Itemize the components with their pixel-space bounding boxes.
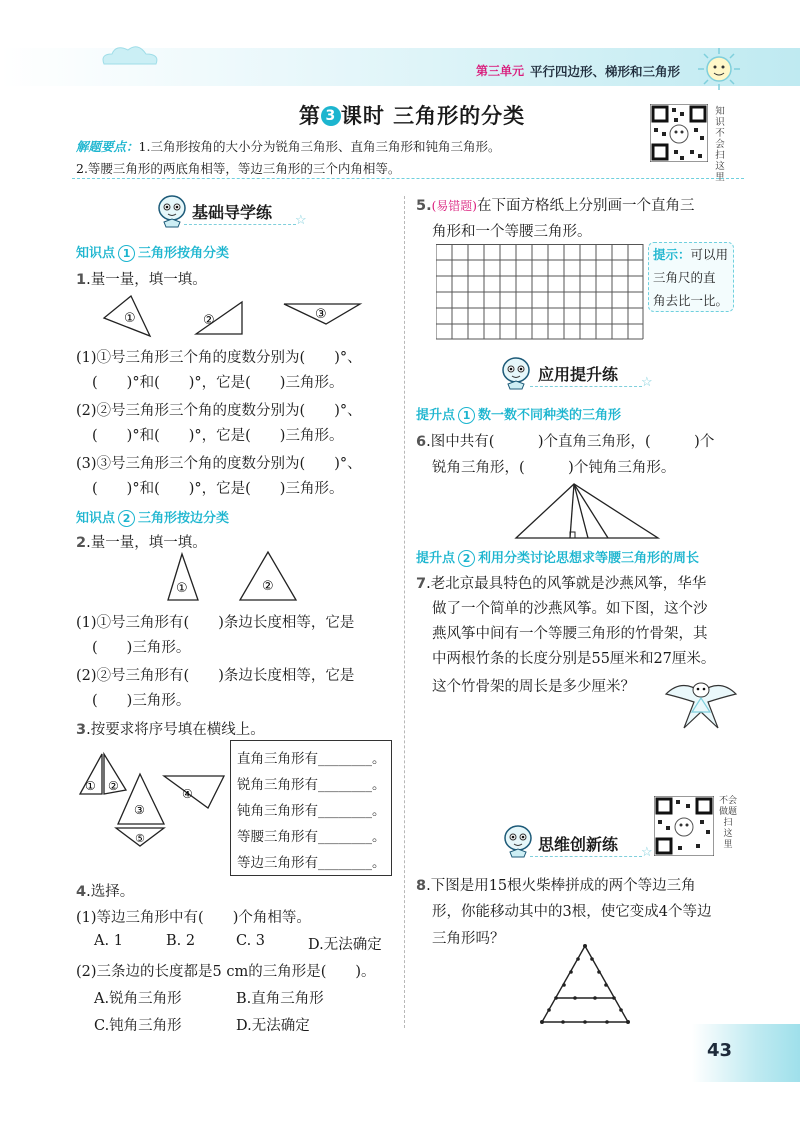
shape-label: ① bbox=[85, 779, 96, 793]
section-underline bbox=[184, 224, 296, 225]
question-text: 在下面方格纸上分别画一个直角三 bbox=[476, 198, 695, 214]
question-text: .按要求将序号填在横线上。 bbox=[86, 722, 265, 738]
qr-caption-char: 不 bbox=[715, 128, 725, 139]
kp-prefix: 知识点 bbox=[76, 246, 116, 261]
shape-label: ⑤ bbox=[135, 832, 145, 845]
q4-option[interactable]: B. 2 bbox=[166, 933, 196, 949]
q2-triangles-figure bbox=[160, 550, 310, 606]
kp-number: 2 bbox=[458, 550, 475, 567]
knowledge-point-2 bbox=[76, 507, 229, 527]
triangle-label: ① bbox=[176, 581, 188, 596]
lesson-suffix: 课时 三角形的分类 bbox=[340, 104, 526, 128]
kp-text: 利用分类讨论思想求等腰三角形的周长 bbox=[478, 551, 700, 566]
question-number: 2 bbox=[76, 535, 87, 551]
kp-number: 1 bbox=[118, 245, 135, 262]
question-number: 3 bbox=[76, 722, 87, 738]
question-3-stem bbox=[76, 718, 265, 739]
q2-line: ( )三角形。 bbox=[92, 693, 191, 709]
q1-line: ( )°和( )°，它是( )三角形。 bbox=[92, 375, 344, 391]
lesson-prefix: 第 bbox=[298, 104, 321, 128]
triangle-label: ② bbox=[262, 579, 274, 594]
section-title-application: 应用提升练 bbox=[538, 365, 619, 384]
question-4-stem bbox=[76, 880, 134, 901]
q4-option[interactable]: D.无法确定 bbox=[308, 937, 382, 953]
question-text: .图中共有( )个直角三角形，( )个 bbox=[426, 434, 715, 450]
question-number: 5 bbox=[416, 198, 427, 214]
matchstick-figure bbox=[538, 942, 632, 1028]
shape-label: ② bbox=[108, 779, 119, 793]
qr-code-icon[interactable] bbox=[650, 104, 708, 162]
triangle-label: ③ bbox=[315, 307, 327, 322]
hint-text: 可以用 bbox=[690, 247, 729, 262]
question-8-line: 形，你能移动其中的3根，使它变成4个等边 bbox=[432, 904, 712, 920]
kp-text: 数一数不同种类的三角形 bbox=[478, 408, 622, 423]
q4-option[interactable]: B.直角三角形 bbox=[236, 991, 324, 1007]
q4-option[interactable]: A.锐角三角形 bbox=[94, 991, 182, 1007]
column-divider bbox=[404, 196, 405, 1028]
qr-caption-char: 里 bbox=[715, 172, 725, 183]
kp-prefix: 提升点 bbox=[416, 408, 456, 423]
star-icon: ☆ bbox=[295, 213, 307, 228]
q1-triangles-figure bbox=[96, 294, 396, 342]
question-number: 6 bbox=[416, 434, 427, 450]
q3-answer-line[interactable]: 等腰三角形有________。 bbox=[237, 829, 386, 845]
question-5-line-2: 角形和一个等腰三角形。 bbox=[432, 224, 592, 240]
qr-caption bbox=[714, 106, 726, 183]
q1-line: (2)②号三角形三个角的度数分别为( )°、 bbox=[76, 403, 362, 419]
qr-caption-char: 里 bbox=[723, 840, 733, 850]
q2-line: ( )三角形。 bbox=[92, 640, 191, 656]
section-underline bbox=[530, 856, 642, 857]
kp-number: 1 bbox=[458, 407, 475, 424]
error-prone-tag: (易错题) bbox=[431, 199, 477, 213]
q3-answer-line[interactable]: 直角三角形有________。 bbox=[237, 751, 386, 767]
qr-caption-char: 扫 bbox=[723, 818, 733, 828]
q1-line: ( )°和( )°，它是( )三角形。 bbox=[92, 481, 344, 497]
question-text: .选择。 bbox=[86, 884, 135, 900]
sun-mascot-icon bbox=[696, 46, 742, 92]
question-text: .量一量，填一填。 bbox=[86, 272, 207, 288]
qr-caption-char: 会 bbox=[715, 139, 725, 150]
q1-line: (1)①号三角形三个角的度数分别为( )°、 bbox=[76, 350, 362, 366]
header-divider bbox=[72, 178, 744, 179]
q3-answer-line[interactable]: 等边三角形有________。 bbox=[237, 855, 386, 871]
kite-icon bbox=[662, 672, 740, 732]
q4-option[interactable]: A. 1 bbox=[94, 933, 123, 949]
improvement-point-2 bbox=[416, 547, 699, 567]
question-text: .量一量，填一填。 bbox=[86, 535, 207, 551]
qr-caption-char: 这 bbox=[715, 161, 725, 172]
section-underline bbox=[530, 386, 642, 387]
q4-option[interactable]: D.无法确定 bbox=[236, 1018, 310, 1034]
star-icon: ☆ bbox=[641, 375, 653, 390]
q6-triangle-figure bbox=[512, 480, 662, 542]
q3-answer-line[interactable]: 钝角三角形有________。 bbox=[237, 803, 386, 819]
question-number: 7 bbox=[416, 576, 427, 592]
question-text: .老北京最具特色的风筝就是沙燕风筝，华华 bbox=[426, 576, 707, 592]
qr-code-icon[interactable] bbox=[654, 796, 714, 856]
section-title-basic: 基础导学练 bbox=[192, 203, 273, 222]
question-6-line-2: 锐角三角形，( )个钝角三角形。 bbox=[432, 460, 676, 476]
mascot-icon bbox=[502, 822, 534, 858]
hint-text: 三角尺的直 bbox=[653, 270, 716, 285]
question-text: .下图是用15根火柴棒拼成的两个等边三角 bbox=[426, 878, 696, 894]
hint-box bbox=[648, 242, 734, 312]
section-title-thinking: 思维创新练 bbox=[538, 835, 619, 854]
q1-line: (3)③号三角形三个角的度数分别为( )°、 bbox=[76, 456, 362, 472]
q3-answer-box bbox=[230, 740, 392, 876]
question-7-line: 中两根竹条的长度分别是55厘米和27厘米。 bbox=[432, 651, 716, 667]
page-number: 43 bbox=[707, 1040, 733, 1061]
qr-caption-char: 扫 bbox=[715, 150, 725, 161]
question-number: 8 bbox=[416, 878, 427, 894]
q2-line: (2)②号三角形有( )条边长度相等，它是 bbox=[76, 668, 355, 684]
q3-answer-line[interactable]: 锐角三角形有________。 bbox=[237, 777, 386, 793]
question-5-line-1: 5.(易错题)在下面方格纸上分别画一个直角三 bbox=[416, 198, 695, 214]
q4-option[interactable]: C.钝角三角形 bbox=[94, 1018, 182, 1034]
kp-text: 三角形按角分类 bbox=[138, 246, 230, 261]
lesson-number: 3 bbox=[321, 106, 341, 126]
q2-line: (1)①号三角形有( )条边长度相等，它是 bbox=[76, 615, 355, 631]
key-point-text: 1.三角形按角的大小分为锐角三角形、直角三角形和钝角三角形。 bbox=[138, 139, 501, 154]
qr-caption bbox=[716, 796, 740, 851]
triangle-label: ① bbox=[124, 311, 136, 326]
kp-number: 2 bbox=[118, 510, 135, 527]
triangle-label: ② bbox=[203, 313, 215, 328]
hint-text: 角去比一比。 bbox=[653, 293, 729, 308]
question-7-line: 这个竹骨架的周长是多少厘米？ bbox=[432, 679, 635, 695]
question-1-stem bbox=[76, 268, 207, 289]
qr-caption-char: 识 bbox=[715, 117, 725, 128]
star-icon: ☆ bbox=[641, 845, 653, 860]
q4-option[interactable]: C. 3 bbox=[236, 933, 266, 949]
q4-sub-2: (2)三条边的长度都是5 cm的三角形是( )。 bbox=[76, 964, 376, 980]
qr-caption-char: 做题 bbox=[718, 807, 737, 817]
shape-label: ③ bbox=[134, 803, 145, 817]
mascot-icon bbox=[500, 354, 532, 390]
qr-caption-char: 知 bbox=[715, 106, 725, 117]
kp-text: 三角形按边分类 bbox=[138, 511, 230, 526]
improvement-point-1 bbox=[416, 404, 621, 424]
question-number: 4 bbox=[76, 884, 87, 900]
cloud-decoration-icon bbox=[96, 40, 166, 70]
kp-prefix: 知识点 bbox=[76, 511, 116, 526]
mascot-icon bbox=[156, 192, 188, 228]
question-7-line-1 bbox=[416, 572, 706, 593]
knowledge-point-1 bbox=[76, 242, 229, 262]
key-point-tag: 解题要点： bbox=[76, 139, 139, 154]
qr-caption-char: 这 bbox=[723, 829, 733, 839]
question-7-line: 做了一个简单的沙燕风筝。如下图，这个沙 bbox=[432, 601, 708, 617]
hint-tag: 提示： bbox=[653, 247, 691, 262]
grid-paper[interactable] bbox=[436, 244, 644, 340]
lesson-title bbox=[262, 100, 562, 130]
question-8-line-1 bbox=[416, 874, 696, 895]
question-number: 1 bbox=[76, 272, 87, 288]
question-6-line-1 bbox=[416, 430, 714, 451]
unit-title: 平行四边形、梯形和三角形 bbox=[530, 64, 681, 79]
qr-caption-char: 不会 bbox=[718, 796, 737, 806]
q3-shapes-figure bbox=[72, 748, 228, 854]
question-8-line: 三角形吗？ bbox=[432, 931, 505, 947]
q4-sub-1: (1)等边三角形中有( )个角相等。 bbox=[76, 910, 311, 926]
question-7-line: 燕风筝中间有一个等腰三角形的竹骨架，其 bbox=[432, 626, 708, 642]
q1-line: ( )°和( )°，它是( )三角形。 bbox=[92, 428, 344, 444]
key-point-line-2: 2.等腰三角形的两底角相等，等边三角形的三个内角相等。 bbox=[76, 161, 401, 176]
question-2-stem bbox=[76, 531, 207, 552]
shape-label: ④ bbox=[182, 787, 193, 801]
unit-label: 第三单元 bbox=[476, 64, 525, 78]
key-point-line-1 bbox=[76, 137, 500, 155]
kp-prefix: 提升点 bbox=[416, 551, 456, 566]
